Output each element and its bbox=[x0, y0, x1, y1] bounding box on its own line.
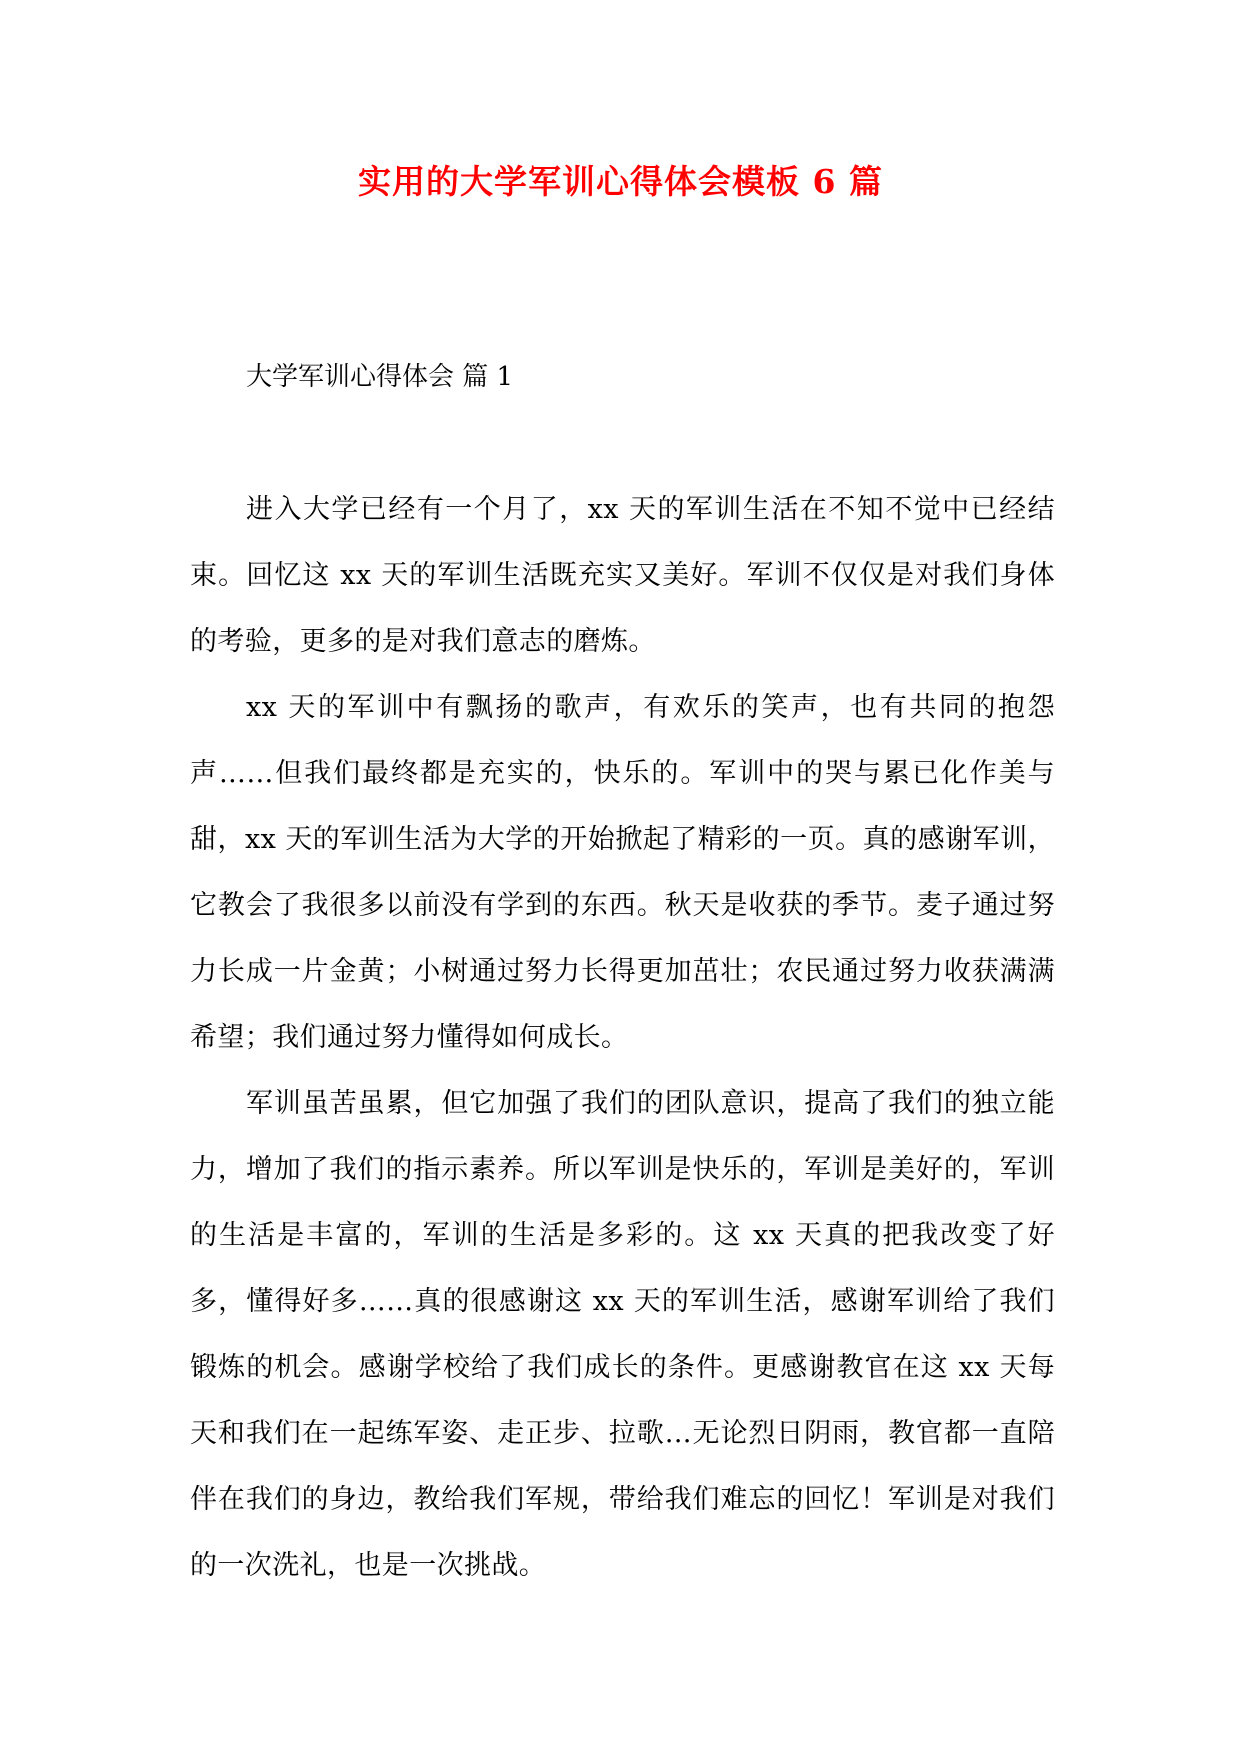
document-body bbox=[190, 477, 1055, 1599]
document-title: 实用的大学军训心得体会模板 6 篇 bbox=[358, 162, 883, 201]
paragraph-3: 军训虽苦虽累，但它加强了我们的团队意识，提高了我们的独立能力，增加了我们的指示素养。所以军训是快乐的，军训是美好的，军训的生活是丰富的，军训的生活是多彩的。这 xx 天真的把我改变了好多，懂得好多……真的很感谢这 xx 天的军训生活，感谢军训给了我们锻炼的机会。感谢学校给了我们成长的条件。更感谢教官在这 xx 天每天和我们在一起练军姿、走正步、拉歌…无论烈日阴雨，教官都一直陪伴在我们的身边，教给我们军规，带给我们难忘的回忆！军训是对我们的一次洗礼，也是一次挑战。 bbox=[190, 1088, 1055, 1581]
paragraph-1: 进入大学已经有一个月了，xx 天的军训生活在不知不觉中已经结束。回忆这 xx 天的军训生活既充实又美好。军训不仅仅是对我们身体的考验，更多的是对我们意志的磨炼。 bbox=[190, 494, 1055, 657]
section-heading: 大学军训心得体会 篇 1 bbox=[246, 362, 514, 392]
paragraph-2: xx 天的军训中有飘扬的歌声，有欢乐的笑声，也有共同的抱怨声……但我们最终都是充实的，快乐的。军训中的哭与累已化作美与甜，xx 天的军训生活为大学的开始掀起了精彩的一页。真的感谢军训，它教会了我很多以前没有学到的东西。秋天是收获的季节。麦子通过努力长成一片金黄；小树通过努力长得更加茁壮；农民通过努力收获满满希望；我们通过努力懂得如何成长。 bbox=[190, 692, 1055, 1053]
